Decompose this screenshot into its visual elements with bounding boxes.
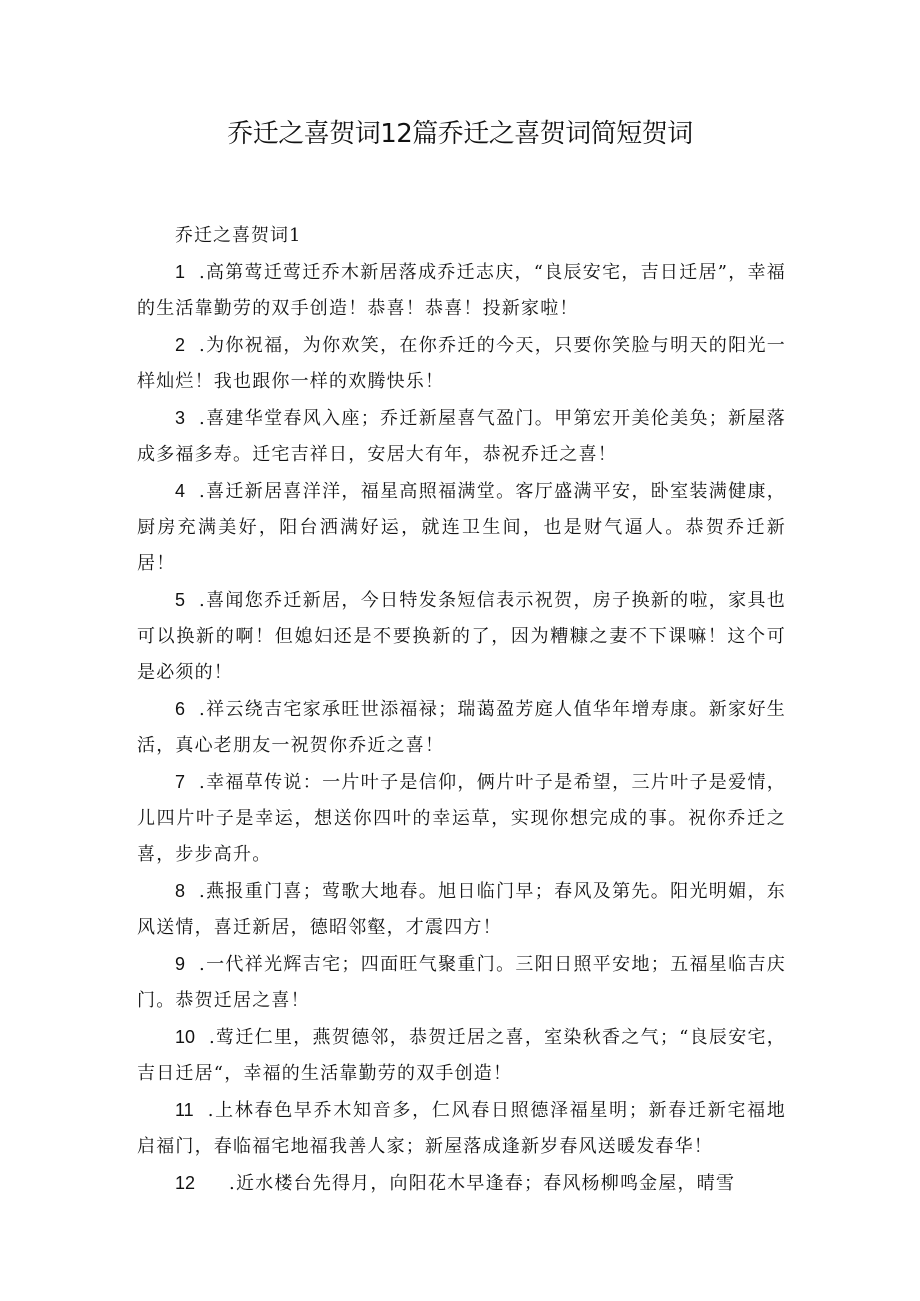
greeting-item-8 xyxy=(137,873,786,946)
greeting-item-10 xyxy=(137,1019,786,1092)
item-text: .一代祥光辉吉宅；四面旺气聚重门。三阳日照平安地；五福星临吉庆门。恭贺迁居之喜！ xyxy=(137,954,786,1011)
item-number: 11 xyxy=(175,1100,194,1120)
item-number: 1 xyxy=(175,262,186,282)
greeting-item-9 xyxy=(137,946,786,1019)
item-text: .祥云绕吉宅家承旺世添福禄；瑞蔼盈芳庭人值华年增寿康。新家好生活，真心老朋友一祝贺你乔近之喜！ xyxy=(137,699,786,756)
item-text: .喜迁新居喜洋洋，福星高照福满堂。客厅盛满平安，卧室装满健康，厨房充满美好，阳台洒满好运，就连卫生间，也是财气逼人。恭贺乔迁新居！ xyxy=(137,481,786,574)
greeting-item-12 xyxy=(137,1165,786,1202)
item-text: .莺迁仁里，燕贺德邻，恭贺迁居之喜，室染秋香之气；“良辰安宅，吉日迁居“，幸福的生活靠勤劳的双手创造！ xyxy=(137,1027,786,1084)
item-number: 8 xyxy=(175,881,186,901)
item-number: 5 xyxy=(175,590,186,610)
item-text: .为你祝福，为你欢笑，在你乔迁的今天，只要你笑脸与明天的阳光一样灿烂！我也跟你一样的欢腾快乐！ xyxy=(137,335,786,392)
greeting-item-4 xyxy=(137,473,786,582)
item-number: 4 xyxy=(175,481,186,501)
item-text: .喜建华堂春风入座；乔迁新屋喜气盈门。甲第宏开美伦美奂；新屋落成多福多寿。迁宅吉祥日，安居大有年，恭祝乔迁之喜！ xyxy=(137,408,786,465)
item-text: .喜闻您乔迁新居，今日特发条短信表示祝贺，房子换新的啦，家具也可以换新的啊！但媳妇还是不要换新的了，因为糟糠之妻不下课嘛！这个可是必须的！ xyxy=(137,590,786,683)
greeting-item-3 xyxy=(137,400,786,473)
item-text: .燕报重门喜；莺歌大地春。旭日临门早；春风及第先。阳光明媚，东风送情，喜迁新居，德昭邻壑，才震四方！ xyxy=(137,881,786,938)
document-title: 乔迁之喜贺词12篇乔迁之喜贺词简短贺词 xyxy=(227,119,693,149)
item-text: .幸福草传说：一片叶子是信仰，俩片叶子是希望，三片叶子是爱情，儿四片叶子是幸运，想送你四叶的幸运草，实现你想完成的事。祝你乔迁之喜，步步高升。 xyxy=(137,772,786,865)
greeting-item-1 xyxy=(137,254,786,327)
section-heading: 乔迁之喜贺词1 xyxy=(175,225,302,246)
item-text: .高第莺迁莺迁乔木新居落成乔迁志庆，“良辰安宅，吉日迁居”，幸福的生活靠勤劳的双手创造！恭喜！恭喜！投新家啦！ xyxy=(137,262,786,319)
item-number: 9 xyxy=(175,954,186,974)
item-number: 12 xyxy=(175,1173,196,1193)
greeting-item-5 xyxy=(137,582,786,691)
item-number: 10 xyxy=(175,1027,196,1047)
item-text: .上林春色早乔木知音多，仁风春日照德泽福星明；新春迁新宅福地启福门，春临福宅地福我善人家；新屋落成逢新岁春风送暖发春华！ xyxy=(137,1100,786,1157)
greeting-item-7 xyxy=(137,764,786,873)
item-text: .近水楼台先得月，向阳花木早逢春；春风杨柳鸣金屋，晴雪 xyxy=(229,1173,736,1194)
greeting-item-11 xyxy=(137,1092,786,1165)
item-number: 7 xyxy=(175,772,186,792)
item-number: 2 xyxy=(175,335,186,355)
document-body xyxy=(137,218,786,1202)
item-number: 6 xyxy=(175,699,186,719)
item-number: 3 xyxy=(175,408,186,428)
greeting-item-6 xyxy=(137,691,786,764)
greeting-item-2 xyxy=(137,327,786,400)
